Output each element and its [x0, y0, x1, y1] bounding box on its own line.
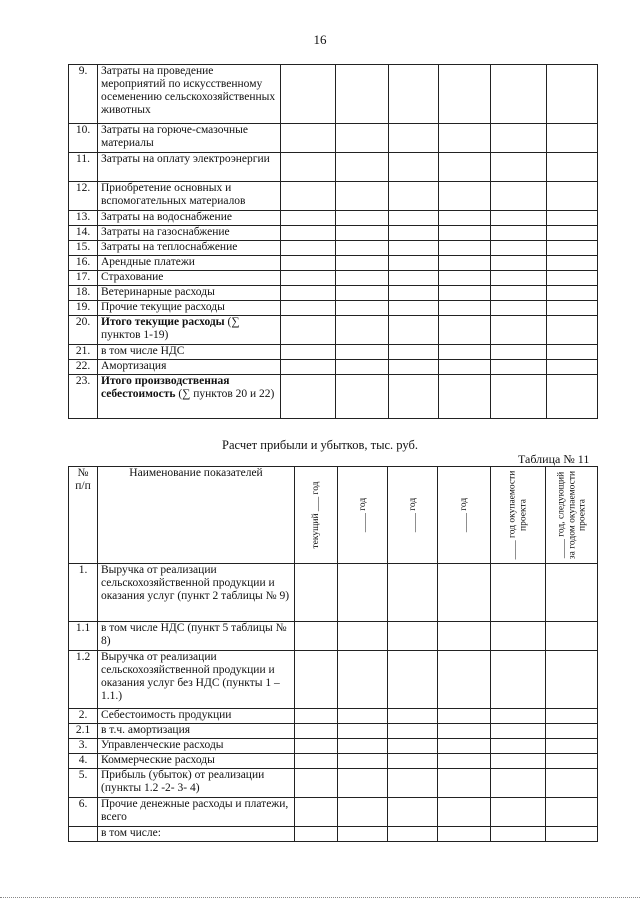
value-cell[interactable]: [389, 256, 439, 271]
row-label: Арендные платежи: [98, 256, 281, 271]
row-label: Управленческие расходы: [98, 739, 295, 754]
row-number: 20.: [69, 316, 98, 345]
row-number: 17.: [69, 271, 98, 286]
value-cell[interactable]: [338, 754, 388, 769]
profit-loss-table: [68, 466, 598, 842]
value-cell[interactable]: [438, 827, 491, 842]
page-number: 16: [313, 32, 327, 47]
table-row: [69, 798, 598, 827]
value-cell[interactable]: [438, 622, 491, 651]
value-cell[interactable]: [388, 769, 438, 798]
table-row: [69, 124, 598, 153]
row-label: Ветеринарные расходы: [98, 286, 281, 301]
table-row: [69, 709, 598, 724]
row-label: Прочие текущие расходы: [98, 301, 281, 316]
row-label: Страхование: [98, 271, 281, 286]
table-row: [69, 65, 598, 124]
value-cell[interactable]: [491, 286, 547, 301]
value-cell[interactable]: [547, 211, 598, 226]
header-period: ____ год: [438, 467, 491, 564]
value-cell[interactable]: [295, 622, 338, 651]
value-cell[interactable]: [389, 153, 439, 182]
value-cell[interactable]: [389, 375, 439, 419]
value-cell[interactable]: [547, 226, 598, 241]
value-cell[interactable]: [491, 153, 547, 182]
value-cell[interactable]: [281, 286, 336, 301]
value-cell[interactable]: [438, 739, 491, 754]
row-number: 13.: [69, 211, 98, 226]
value-cell[interactable]: [439, 301, 491, 316]
row-label: в том числе:: [98, 827, 295, 842]
value-cell[interactable]: [338, 709, 388, 724]
value-cell[interactable]: [281, 153, 336, 182]
header-period: ____ год окупаемости проекта: [491, 467, 546, 564]
row-number: 2.: [69, 709, 98, 724]
value-cell[interactable]: [389, 226, 439, 241]
value-cell[interactable]: [439, 153, 491, 182]
value-cell[interactable]: [389, 316, 439, 345]
value-cell[interactable]: [295, 724, 338, 739]
table-row: [69, 360, 598, 375]
row-label: в том числе НДС: [98, 345, 281, 360]
value-cell[interactable]: [547, 375, 598, 419]
value-cell[interactable]: [338, 564, 388, 622]
value-cell[interactable]: [388, 651, 438, 709]
value-cell[interactable]: [491, 798, 546, 827]
value-cell[interactable]: [389, 211, 439, 226]
value-cell[interactable]: [336, 345, 389, 360]
value-cell[interactable]: [491, 124, 547, 153]
table-row: [69, 153, 598, 182]
value-cell[interactable]: [389, 65, 439, 124]
table-row: [69, 564, 598, 622]
row-label: в т.ч. амортизация: [98, 724, 295, 739]
value-cell[interactable]: [338, 622, 388, 651]
table-row: [69, 211, 598, 226]
table-row: [69, 375, 598, 419]
value-cell[interactable]: [389, 301, 439, 316]
value-cell[interactable]: [439, 316, 491, 345]
table-row: [69, 651, 598, 709]
value-cell[interactable]: [547, 256, 598, 271]
value-cell[interactable]: [547, 182, 598, 211]
table-row: [69, 286, 598, 301]
value-cell[interactable]: [338, 739, 388, 754]
value-cell[interactable]: [281, 345, 336, 360]
value-cell[interactable]: [491, 256, 547, 271]
row-number: 4.: [69, 754, 98, 769]
header-period: ____ год: [338, 467, 388, 564]
value-cell[interactable]: [546, 754, 598, 769]
value-cell[interactable]: [546, 769, 598, 798]
table-row: [69, 769, 598, 798]
value-cell[interactable]: [491, 316, 547, 345]
value-cell[interactable]: [295, 709, 338, 724]
table-row: [69, 739, 598, 754]
row-number: 10.: [69, 124, 98, 153]
value-cell[interactable]: [491, 226, 547, 241]
value-cell[interactable]: [491, 739, 546, 754]
value-cell[interactable]: [438, 798, 491, 827]
value-cell[interactable]: [546, 798, 598, 827]
value-cell[interactable]: [389, 360, 439, 375]
value-cell[interactable]: [547, 271, 598, 286]
table-caption: Расчет прибыли и убытков, тыс. руб.: [222, 438, 418, 452]
value-cell[interactable]: [438, 564, 491, 622]
row-label: Затраты на газоснабжение: [98, 226, 281, 241]
row-number: 14.: [69, 226, 98, 241]
table-row: [69, 226, 598, 241]
header-period: текущий ___ год: [295, 467, 338, 564]
value-cell[interactable]: [388, 709, 438, 724]
row-number: 1.: [69, 564, 98, 622]
value-cell[interactable]: [338, 827, 388, 842]
row-number: 1.1: [69, 622, 98, 651]
row-label: Приобретение основных и вспомогательных материалов: [98, 182, 281, 211]
header-name: Наименование показателей: [98, 467, 295, 564]
value-cell[interactable]: [439, 375, 491, 419]
table-number-label: Таблица № 11: [518, 452, 590, 466]
row-label: Затраты на проведение мероприятий по искусственному осеменению сельскохозяйственных животных: [98, 65, 281, 124]
value-cell[interactable]: [338, 798, 388, 827]
value-cell[interactable]: [389, 286, 439, 301]
header-row: [69, 467, 598, 564]
row-label-rest: (∑ пунктов 1-19): [101, 316, 240, 341]
row-label: Выручка от реализации сельскохозяйственной продукции и оказания услуг без НДС (пункты 1 – 1.1.): [98, 651, 295, 709]
value-cell[interactable]: [491, 564, 546, 622]
value-cell[interactable]: [388, 622, 438, 651]
value-cell[interactable]: [295, 827, 338, 842]
value-cell[interactable]: [389, 345, 439, 360]
value-cell[interactable]: [281, 256, 336, 271]
row-label: Прочие денежные расходы и платежи, всего: [98, 798, 295, 827]
row-label: в том числе НДС (пункт 5 таблицы № 8): [98, 622, 295, 651]
value-cell[interactable]: [281, 301, 336, 316]
value-cell[interactable]: [439, 241, 491, 256]
table-row: [69, 622, 598, 651]
value-cell[interactable]: [438, 769, 491, 798]
value-cell[interactable]: [336, 256, 389, 271]
value-cell[interactable]: [491, 301, 547, 316]
row-number: [69, 827, 98, 842]
row-label: Амортизация: [98, 360, 281, 375]
value-cell[interactable]: [438, 651, 491, 709]
value-cell[interactable]: [336, 226, 389, 241]
value-cell[interactable]: [336, 153, 389, 182]
value-cell[interactable]: [438, 709, 491, 724]
value-cell[interactable]: [546, 622, 598, 651]
table-row: [69, 724, 598, 739]
value-cell[interactable]: [336, 241, 389, 256]
row-label-bold: Итого производственная себестоимость: [101, 375, 230, 400]
row-label: Затраты на горюче-смазочные материалы: [98, 124, 281, 153]
value-cell[interactable]: [439, 124, 491, 153]
value-cell[interactable]: [439, 360, 491, 375]
value-cell[interactable]: [439, 286, 491, 301]
value-cell[interactable]: [336, 124, 389, 153]
value-cell[interactable]: [389, 271, 439, 286]
table-row: [69, 301, 598, 316]
value-cell[interactable]: [281, 211, 336, 226]
row-number: 21.: [69, 345, 98, 360]
value-cell[interactable]: [491, 375, 547, 419]
value-cell[interactable]: [295, 651, 338, 709]
value-cell[interactable]: [438, 754, 491, 769]
row-number: 9.: [69, 65, 98, 124]
table-row: [69, 256, 598, 271]
value-cell[interactable]: [491, 345, 547, 360]
value-cell[interactable]: [295, 798, 338, 827]
table-row: [69, 182, 598, 211]
value-cell[interactable]: [491, 360, 547, 375]
row-label: [98, 316, 281, 345]
value-cell[interactable]: [546, 827, 598, 842]
value-cell[interactable]: [491, 65, 547, 124]
value-cell[interactable]: [295, 739, 338, 754]
value-cell[interactable]: [546, 739, 598, 754]
value-cell[interactable]: [295, 564, 338, 622]
value-cell[interactable]: [491, 724, 546, 739]
value-cell[interactable]: [281, 241, 336, 256]
header-num: № п/п: [69, 467, 98, 564]
value-cell[interactable]: [295, 754, 338, 769]
value-cell[interactable]: [439, 65, 491, 124]
value-cell[interactable]: [388, 564, 438, 622]
value-cell[interactable]: [295, 769, 338, 798]
row-number: 22.: [69, 360, 98, 375]
value-cell[interactable]: [336, 375, 389, 419]
row-number: 16.: [69, 256, 98, 271]
row-label: Себестоимость продукции: [98, 709, 295, 724]
value-cell[interactable]: [388, 724, 438, 739]
value-cell[interactable]: [336, 301, 389, 316]
row-number: 12.: [69, 182, 98, 211]
value-cell[interactable]: [439, 345, 491, 360]
value-cell[interactable]: [389, 124, 439, 153]
value-cell[interactable]: [281, 65, 336, 124]
value-cell[interactable]: [336, 182, 389, 211]
value-cell[interactable]: [438, 724, 491, 739]
value-cell[interactable]: [389, 182, 439, 211]
value-cell[interactable]: [439, 271, 491, 286]
value-cell[interactable]: [388, 798, 438, 827]
value-cell[interactable]: [547, 286, 598, 301]
value-cell[interactable]: [546, 651, 598, 709]
value-cell[interactable]: [281, 360, 336, 375]
value-cell[interactable]: [546, 724, 598, 739]
value-cell[interactable]: [547, 65, 598, 124]
value-cell[interactable]: [336, 316, 389, 345]
value-cell[interactable]: [491, 754, 546, 769]
value-cell[interactable]: [388, 827, 438, 842]
row-label: Затраты на оплату электроэнергии: [98, 153, 281, 182]
value-cell[interactable]: [491, 271, 547, 286]
value-cell[interactable]: [336, 271, 389, 286]
value-cell[interactable]: [547, 301, 598, 316]
row-label-rest: (∑ пунктов 20 и 22): [178, 388, 275, 400]
table-row: [69, 241, 598, 256]
value-cell[interactable]: [547, 360, 598, 375]
value-cell[interactable]: [389, 241, 439, 256]
table-row: [69, 345, 598, 360]
header-period: ____ год, следующий за годом окупаемости проекта: [546, 467, 598, 564]
value-cell[interactable]: [546, 564, 598, 622]
value-cell[interactable]: [281, 271, 336, 286]
table-row: [69, 316, 598, 345]
value-cell[interactable]: [491, 182, 547, 211]
value-cell[interactable]: [281, 226, 336, 241]
value-cell[interactable]: [336, 360, 389, 375]
row-number: 5.: [69, 769, 98, 798]
value-cell[interactable]: [281, 182, 336, 211]
value-cell[interactable]: [338, 651, 388, 709]
value-cell[interactable]: [336, 211, 389, 226]
value-cell[interactable]: [281, 375, 336, 419]
value-cell[interactable]: [338, 724, 388, 739]
row-number: 23.: [69, 375, 98, 419]
row-label-bold: Итого текущие расходы: [101, 316, 225, 328]
value-cell[interactable]: [338, 769, 388, 798]
value-cell[interactable]: [547, 124, 598, 153]
value-cell[interactable]: [336, 65, 389, 124]
value-cell[interactable]: [491, 241, 547, 256]
row-number: 18.: [69, 286, 98, 301]
row-label: Выручка от реализации сельскохозяйственной продукции и оказания услуг (пункт 2 таблицы № 9): [98, 564, 295, 622]
value-cell[interactable]: [336, 286, 389, 301]
value-cell[interactable]: [281, 316, 336, 345]
row-number: 15.: [69, 241, 98, 256]
value-cell[interactable]: [439, 256, 491, 271]
row-number: 2.1: [69, 724, 98, 739]
row-number: 6.: [69, 798, 98, 827]
row-number: 1.2: [69, 651, 98, 709]
value-cell[interactable]: [491, 709, 546, 724]
value-cell[interactable]: [547, 153, 598, 182]
row-label: Коммерческие расходы: [98, 754, 295, 769]
value-cell[interactable]: [439, 211, 491, 226]
value-cell[interactable]: [281, 124, 336, 153]
value-cell[interactable]: [388, 739, 438, 754]
cost-table-continued: [68, 64, 598, 419]
table-row: [69, 827, 598, 842]
value-cell[interactable]: [439, 226, 491, 241]
value-cell[interactable]: [491, 651, 546, 709]
header-period: ____ год: [388, 467, 438, 564]
value-cell[interactable]: [491, 827, 546, 842]
value-cell[interactable]: [439, 182, 491, 211]
row-number: 19.: [69, 301, 98, 316]
value-cell[interactable]: [491, 622, 546, 651]
value-cell[interactable]: [491, 769, 546, 798]
value-cell[interactable]: [547, 316, 598, 345]
value-cell[interactable]: [491, 211, 547, 226]
row-label: Затраты на теплоснабжение: [98, 241, 281, 256]
row-label: Прибыль (убыток) от реализации (пункты 1.2 -2- 3- 4): [98, 769, 295, 798]
value-cell[interactable]: [547, 241, 598, 256]
row-label: Затраты на водоснабжение: [98, 211, 281, 226]
value-cell[interactable]: [547, 345, 598, 360]
value-cell[interactable]: [388, 754, 438, 769]
row-label: [98, 375, 281, 419]
table-row: [69, 271, 598, 286]
row-number: 3.: [69, 739, 98, 754]
table-row: [69, 754, 598, 769]
row-number: 11.: [69, 153, 98, 182]
value-cell[interactable]: [546, 709, 598, 724]
footer-line: [0, 897, 640, 898]
